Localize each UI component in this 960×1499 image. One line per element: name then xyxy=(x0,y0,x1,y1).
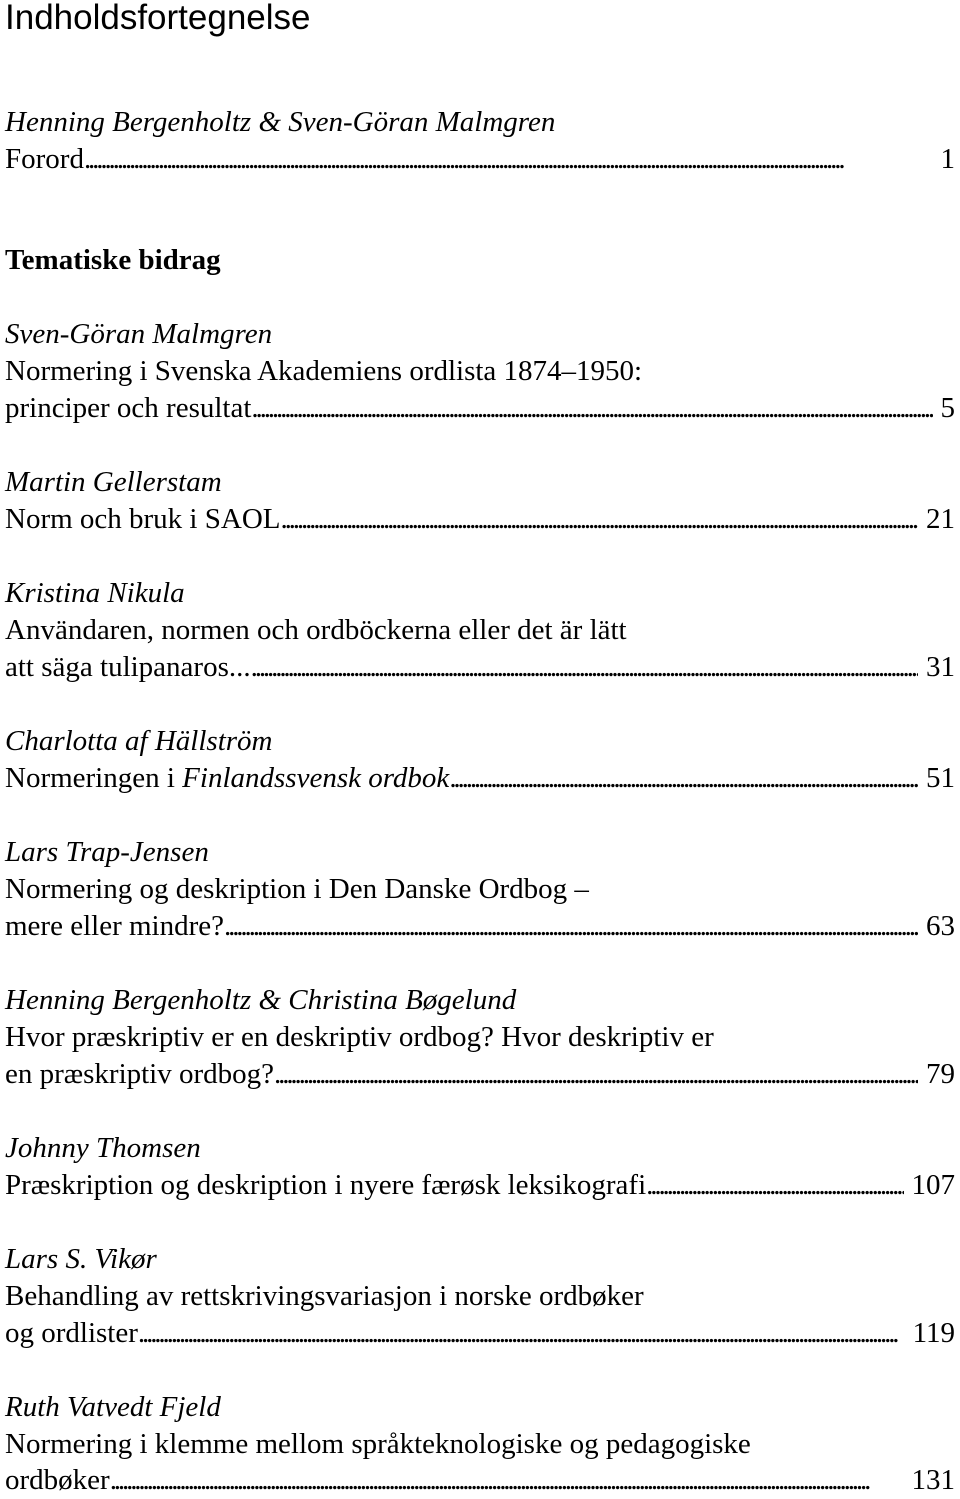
entry-author: Ruth Vatvedt Fjeld xyxy=(5,1391,221,1423)
entry-title: Præskription og deskription i nyere færøsk leksikografi xyxy=(5,1169,647,1201)
entry-title: mere eller mindre? xyxy=(5,910,224,942)
toc-entry[interactable] xyxy=(5,390,955,427)
entry-title: principer och resultat xyxy=(5,392,252,424)
dot-leader xyxy=(646,1167,903,1204)
entry-author: Charlotta af Hällström xyxy=(5,725,273,757)
entry-title: og ordlister xyxy=(5,1317,138,1349)
dot-leader xyxy=(224,908,918,945)
page-number: 5 xyxy=(940,392,955,424)
entry-title: en præskriptiv ordbog? xyxy=(5,1058,275,1090)
dot-leader xyxy=(449,760,918,797)
dot-leader xyxy=(251,390,932,427)
toc-entry[interactable] xyxy=(5,1462,955,1499)
entry-author: Martin Gellerstam xyxy=(5,466,222,498)
toc-entry[interactable] xyxy=(5,649,955,686)
entry-title: att säga tulipanaros... xyxy=(5,651,251,683)
page-number: 51 xyxy=(926,762,955,794)
dot-leader xyxy=(110,1462,904,1499)
entry-title-plain: Normeringen i xyxy=(5,762,183,794)
entry-title-line: Normering og deskription i Den Danske Ordbog – xyxy=(5,873,589,905)
page-number: 119 xyxy=(912,1317,955,1349)
page-title: Indholdsfortegnelse xyxy=(5,0,311,37)
page-number: 131 xyxy=(911,1464,955,1496)
entry-title: ordbøker xyxy=(5,1464,110,1496)
entry-author: Lars Trap-Jensen xyxy=(5,836,209,868)
page-number: 21 xyxy=(926,503,955,535)
dot-leader xyxy=(251,649,918,686)
section-heading: Tematiske bidrag xyxy=(5,244,221,276)
page-number: 31 xyxy=(926,651,955,683)
page-number: 63 xyxy=(926,910,955,942)
toc-entry[interactable] xyxy=(5,1056,955,1093)
entry-title: Norm och bruk i SAOL xyxy=(5,503,281,535)
toc-entry[interactable] xyxy=(5,501,955,538)
entry-title: Forord xyxy=(5,143,84,175)
entry-title-line: Behandling av rettskrivingsvariasjon i norske ordbøker xyxy=(5,1280,644,1312)
entry-author: Johnny Thomsen xyxy=(5,1132,201,1164)
entry-title xyxy=(5,760,449,797)
entry-title-line: Hvor præskriptiv er en deskriptiv ordbog? Hvor deskriptiv er xyxy=(5,1021,714,1053)
dot-leader xyxy=(138,1315,905,1352)
entry-title-line: Användaren, normen och ordböckerna eller det är lätt xyxy=(5,614,627,646)
dot-leader xyxy=(280,501,918,538)
entry-author: Kristina Nikula xyxy=(5,577,185,609)
entry-title-italic: Finlandssvensk ordbok xyxy=(182,762,450,794)
entry-title-line: Normering i Svenska Akademiens ordlista 1874–1950: xyxy=(5,355,643,387)
page-number: 1 xyxy=(940,143,955,175)
toc-entry[interactable] xyxy=(5,1315,955,1352)
foreword-author: Henning Bergenholtz & Sven-Göran Malmgren xyxy=(5,106,556,138)
entry-title-line: Normering i klemme mellom språkteknologiske og pedagogiske xyxy=(5,1428,751,1460)
dot-leader xyxy=(274,1056,918,1093)
dot-leader xyxy=(84,141,933,178)
page-number: 79 xyxy=(926,1058,955,1090)
toc-entry[interactable] xyxy=(5,1167,955,1204)
entry-author: Lars S. Vikør xyxy=(5,1243,157,1275)
toc-entry[interactable] xyxy=(5,760,955,797)
entry-author: Henning Bergenholtz & Christina Bøgelund xyxy=(5,984,517,1016)
toc-entry[interactable] xyxy=(5,908,955,945)
entry-author: Sven-Göran Malmgren xyxy=(5,318,273,350)
page-number: 107 xyxy=(911,1169,955,1201)
toc-entry-foreword[interactable] xyxy=(5,141,955,178)
